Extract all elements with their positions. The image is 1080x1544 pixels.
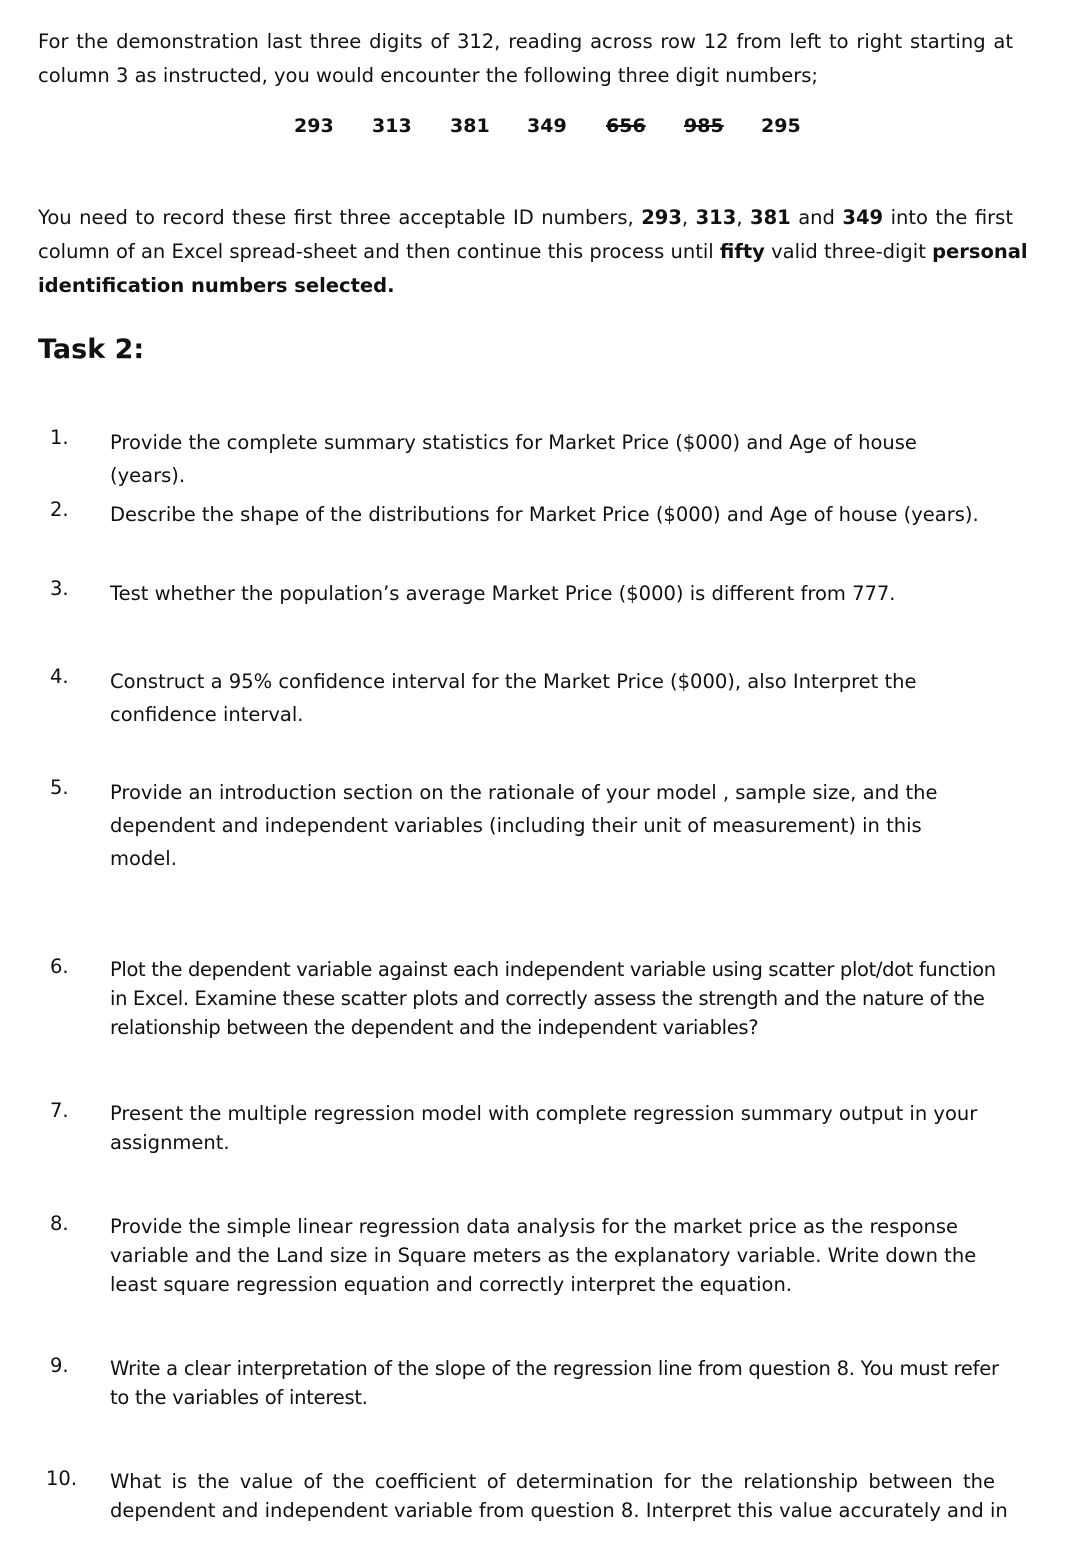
- question-number: 7.: [50, 1099, 69, 1122]
- question-text: Provide the complete summary statistics for Market Price ($000) and Age of house (years).: [110, 431, 917, 487]
- question-text: Describe the shape of the distributions for Market Price ($000) and Age of house (years).: [110, 503, 979, 526]
- number-item: 295: [761, 115, 801, 137]
- record-line-1: You need to record these first three acceptable ID numbers, 293, 313, 381 and 349 into the first: [38, 206, 1013, 229]
- question-number: 10.: [46, 1467, 78, 1490]
- question-text: Provide the simple linear regression data analysis for the market price as the response variable and the Land size in Square meters as the explanatory variable. Write down the least square regression equation and correctly interpret the equation.: [110, 1215, 977, 1296]
- question-text: Provide an introduction section on the rationale of your model , sample size, and the dependent and independent variables (including their unit of measurement) in this model.: [110, 781, 938, 870]
- question-text: Construct a 95% confidence interval for the Market Price ($000), also Interpret the confidence interval.: [110, 670, 917, 726]
- record-line-3: identification numbers selected.: [38, 274, 395, 297]
- number-item: 349: [527, 115, 567, 137]
- number-item-struck: 656: [606, 115, 646, 137]
- number-item: 293: [294, 115, 334, 137]
- number-item: 313: [372, 115, 412, 137]
- question-number: 8.: [50, 1212, 69, 1235]
- question-number: 5.: [50, 776, 69, 799]
- question-text: What is the value of the coefficient of determination for the relationship between the dependent and independent variable from question 8. Interpret this value accurately and in: [110, 1470, 1008, 1522]
- intro-paragraph: [38, 25, 1013, 93]
- intro-line-2: column 3 as instructed, you would encounter the following three digit numbers;: [38, 64, 818, 87]
- question-text: Plot the dependent variable against each independent variable using scatter plot/dot function in Excel. Examine these scatter plots and correctly assess the strength and the nature of the relationship between the dependent and the independent variables?: [110, 958, 996, 1039]
- question-text: Test whether the population’s average Market Price ($000) is different from 777.: [110, 582, 896, 605]
- question-number: 1.: [50, 426, 69, 449]
- question-number: 6.: [50, 955, 69, 978]
- number-item-struck: 985: [684, 115, 724, 137]
- question-number: 2.: [50, 498, 69, 521]
- question-text: Present the multiple regression model with complete regression summary output in your assignment.: [110, 1102, 978, 1154]
- question-number: 4.: [50, 665, 69, 688]
- number-item: 381: [450, 115, 490, 137]
- task-heading: Task 2:: [38, 334, 145, 365]
- record-line-2: column of an Excel spread-sheet and then continue this process until fifty valid three-digit personal: [38, 240, 1028, 263]
- question-text: Write a clear interpretation of the slope of the regression line from question 8. You must refer to the variables of interest.: [110, 1357, 999, 1409]
- random-numbers-row: [0, 115, 1080, 145]
- intro-line-1: For the demonstration last three digits of 312, reading across row 12 from left to right starting at: [38, 30, 1013, 53]
- question-number: 3.: [50, 577, 69, 600]
- record-paragraph: [38, 201, 1028, 303]
- question-number: 9.: [50, 1354, 69, 1377]
